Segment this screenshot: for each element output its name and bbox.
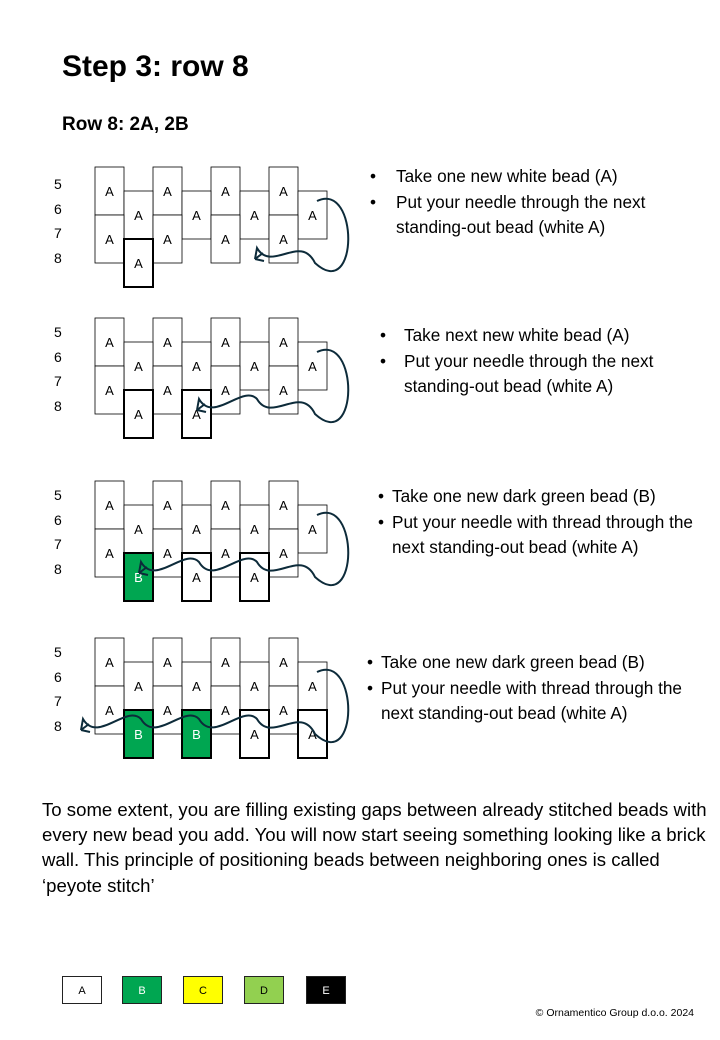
bead-label: A xyxy=(308,359,317,374)
row-number: 8 xyxy=(54,560,62,577)
row-numbers xyxy=(54,640,62,738)
row-number: 6 xyxy=(54,668,62,685)
bead-label: A xyxy=(134,522,143,537)
bead-label: A xyxy=(308,727,317,742)
bead-label: A xyxy=(279,383,288,398)
copyright-footer: © Ornamentico Group d.o.o. 2024 xyxy=(535,1007,694,1019)
bead-label: A xyxy=(279,184,288,199)
bead-label: A xyxy=(105,335,114,350)
row-number: 6 xyxy=(54,348,62,365)
instructions-step-3 xyxy=(378,484,708,561)
legend-swatch-a: A xyxy=(62,976,102,1004)
bead-label: A xyxy=(105,383,114,398)
instruction-item: • Put your needle through the next standing-out bead (white A) xyxy=(380,350,654,396)
row-number: 7 xyxy=(54,536,62,552)
legend-swatch-d: D xyxy=(244,976,284,1004)
bead-label: A xyxy=(308,522,317,537)
bead-label: A xyxy=(308,679,317,694)
bead-label: A xyxy=(250,208,259,223)
row-number: 8 xyxy=(54,717,62,734)
bead-label: A xyxy=(279,498,288,513)
bead-label: A xyxy=(192,359,201,374)
bead-diagram-step-1 xyxy=(90,162,370,297)
instruction-item: • Take one new white bead (A) xyxy=(370,166,618,186)
row-number: 6 xyxy=(54,200,62,217)
row-number: 7 xyxy=(54,225,62,241)
instruction-item: • Take one new dark green bead (B) xyxy=(378,486,656,506)
bead-label: A xyxy=(279,232,288,247)
bead-label: A xyxy=(134,407,143,422)
bead-label: A xyxy=(221,655,230,670)
bead-label: A xyxy=(163,655,172,670)
legend-swatch-b: B xyxy=(122,976,162,1004)
bead-label: A xyxy=(192,570,201,585)
row-number: 5 xyxy=(54,176,62,192)
bead-label: B xyxy=(134,570,143,585)
row-numbers xyxy=(54,320,62,418)
bead-label: A xyxy=(221,335,230,350)
bead-label: A xyxy=(221,546,230,561)
row-number: 8 xyxy=(54,397,62,414)
bead-label: A xyxy=(250,679,259,694)
legend-swatch-e: E xyxy=(306,976,346,1004)
bead-label: A xyxy=(250,727,259,742)
bead-label: A xyxy=(192,679,201,694)
bead-label: A xyxy=(163,232,172,247)
bead-label: A xyxy=(221,383,230,398)
bead-diagram-step-3 xyxy=(90,476,370,611)
bead-diagram-step-4 xyxy=(90,633,370,768)
bead-label: A xyxy=(279,546,288,561)
bead-label: A xyxy=(105,546,114,561)
bead-label: A xyxy=(105,703,114,718)
instruction-item: • Put your needle through the next standing-out bead (white A) xyxy=(370,191,646,237)
bead-label: A xyxy=(134,208,143,223)
bead-label: B xyxy=(134,727,143,742)
instruction-item: • Take one new dark green bead (B) xyxy=(367,652,645,672)
bead-label: A xyxy=(250,522,259,537)
bead-label: A xyxy=(163,184,172,199)
bead-label: A xyxy=(192,407,201,422)
bead-label: A xyxy=(163,335,172,350)
bead-label: A xyxy=(134,359,143,374)
bead-label: A xyxy=(163,703,172,718)
instructions-step-1 xyxy=(370,164,710,241)
bead-label: A xyxy=(163,498,172,513)
row-numbers xyxy=(54,483,62,581)
bead-label: A xyxy=(250,359,259,374)
bead-diagram-step-2 xyxy=(90,313,370,448)
bead-label: A xyxy=(221,184,230,199)
row-numbers xyxy=(54,172,62,270)
row-number: 7 xyxy=(54,693,62,709)
bead-label: A xyxy=(134,256,143,271)
explanation-paragraph: To some extent, you are filling existing gaps between already stitched beads with every new bead you add. You will now start seeing something looking like a brick wall. This principle of positioning beads between neighboring ones is called ‘peyote stitch’ xyxy=(42,799,707,896)
bead-label: A xyxy=(105,498,114,513)
bead-label: A xyxy=(279,703,288,718)
bead-label: A xyxy=(250,570,259,585)
bead-label: A xyxy=(192,208,201,223)
bead-label: A xyxy=(134,679,143,694)
instruction-item: • Take next new white bead (A) xyxy=(380,325,630,345)
bead-label: B xyxy=(192,727,201,742)
bead-label: A xyxy=(105,184,114,199)
bead-label: A xyxy=(105,232,114,247)
bead-label: A xyxy=(279,655,288,670)
row-number: 7 xyxy=(54,373,62,389)
bead-label: A xyxy=(279,335,288,350)
bead-label: A xyxy=(221,232,230,247)
bead-label: A xyxy=(105,655,114,670)
row-number: 8 xyxy=(54,249,62,266)
legend-swatch-c: C xyxy=(183,976,223,1004)
row-number: 5 xyxy=(54,487,62,503)
row-number: 5 xyxy=(54,324,62,340)
instruction-item: • Put your needle with thread through the next standing-out bead (white A) xyxy=(378,511,693,557)
row-number: 6 xyxy=(54,511,62,528)
instructions-step-2 xyxy=(380,323,700,400)
bead-label: A xyxy=(221,703,230,718)
row-instruction-heading: Row 8: 2A, 2B xyxy=(62,114,189,135)
bead-label: A xyxy=(221,498,230,513)
bead-label: A xyxy=(163,383,172,398)
row-number: 5 xyxy=(54,644,62,660)
bead-label: A xyxy=(308,208,317,223)
bead-label: A xyxy=(192,522,201,537)
bead-label: A xyxy=(163,546,172,561)
instructions-step-4 xyxy=(367,650,717,727)
page-title: Step 3: row 8 xyxy=(62,50,249,83)
instruction-item: • Put your needle with thread through the next standing-out bead (white A) xyxy=(367,677,682,723)
